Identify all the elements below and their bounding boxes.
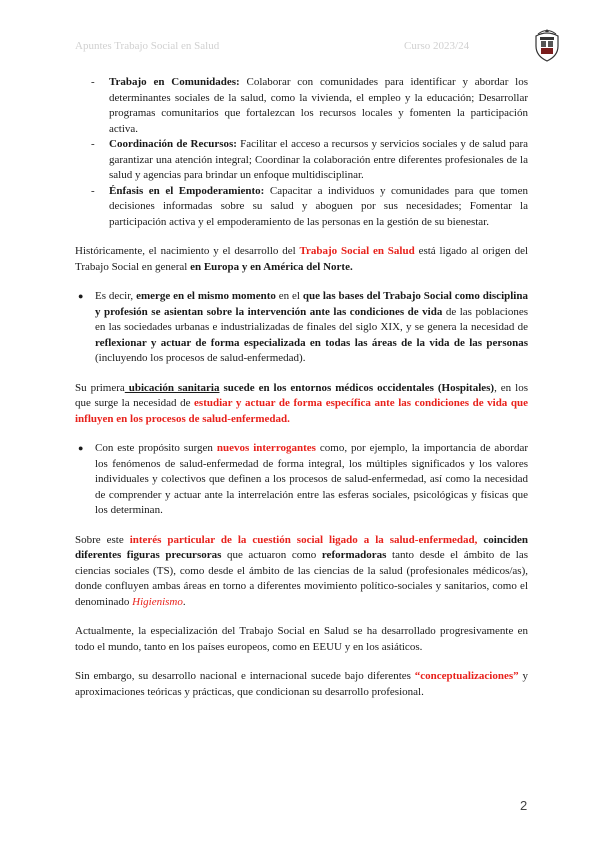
bullet-emergence: ● Es decir, emerge en el mismo momento en el que las bases del Trabajo Social como disciplina y profesión se asientan sobre la intervención ante las condiciones de vida de las poblaciones en las sociedades urbanas e industrializadas de finales del siglo XIX, y se genera la necesidad de reflexionar y actuar de forma especializada en todas las áreas de la vida de las personas (incluyendo los procesos de salud-enfermedad). bbox=[78, 290, 528, 364]
list-item: - Énfasis en el Empoderamiento: Capacitar a individuos y comunidades para que tomen decisiones informadas sobre su salud y aboguen por sus necesidades; Fomentar la participación activa y el empoderamiento de las personas en la gestión de su bienestar. bbox=[91, 184, 528, 228]
paragraph-location: Su primera ubicación sanitaria sucede en los entornos médicos occidentales (Hospitales), en los que surge la necesidad de estudiar y actuar de forma específica ante las condiciones de vida que influyen en los procesos de salud-enfermedad. bbox=[75, 381, 528, 425]
item-title: Coordinación de Recursos: bbox=[109, 138, 237, 150]
item-text: Colaborar con comunidades para identificar y abordar los determinantes sociales de la salud, como la vivienda, el empleo y la educación; Desarrollar programas comunitarios que fortalezcan los recursos locales y fomenten la participación activa. bbox=[109, 76, 528, 135]
item-title: Énfasis en el Empoderamiento: bbox=[109, 184, 265, 197]
paragraph-precursors: Sobre este interés particular de la cuestión social ligado a la salud-enfermedad, coinciden diferentes figuras precursoras que actuaron como reformadoras tanto desde el ámbito de las ciencias sociales (TS), como desde el ámbito de las ciencias de la salud (profesionales médicos/as), donde confluyen ambas áreas en torno a diferentes movimiento político-sociales y sanitarios, como el denominado Higienismo. bbox=[75, 533, 528, 608]
paragraph-history: Históricamente, el nacimiento y el desarrollo del Trabajo Social en Salud está ligado al origen del Trabajo Social en general en Europa y en América del Norte. bbox=[75, 245, 529, 273]
item-text: Facilitar el acceso a recursos y servicios sociales y de salud para garantizar una atención integral; Coordinar la colaboración entre diferentes profesionales de la salud y agencias para brindar un enfoque multidisciplinar. bbox=[109, 138, 528, 181]
page-number: 2 bbox=[520, 798, 528, 813]
responsibilities-list bbox=[75, 75, 528, 230]
header-course: Curso 2023/24 bbox=[404, 40, 470, 52]
list-item: - Trabajo en Comunidades: Colaborar con comunidades para identificar y abordar los determinantes sociales de la salud, como la vivienda, el empleo y la educación; Desarrollar programas comunitarios que fortalezcan los recursos locales y fomenten la participación activa. bbox=[91, 76, 528, 135]
item-text: Capacitar a individuos y comunidades para que tomen decisiones informadas sobre su salud y aboguen por sus necesidades; Fomentar la participación activa y el empoderamiento de las personas en la gestión de su bienestar. bbox=[109, 184, 528, 228]
list-item: - Coordinación de Recursos: Facilitar el acceso a recursos y servicios sociales y de salud para garantizar una atención integral; Coordinar la colaboración entre diferentes profesionales de la salud y agencias para brindar un enfoque multidisciplinar. bbox=[91, 138, 528, 181]
document-body bbox=[75, 75, 528, 700]
bullet-purpose: ● Con este propósito surgen nuevos interrogantes como, por ejemplo, la importancia de abordar los fenómenos de salud-enfermedad de forma integral, los múltiples significados y los valores individuales y colectivos que definen a los procesos de salud-enfermedad, así como la necesidad de comprender y actuar ante la interrelación entre las esferas sociales, psicológicas y físicas que los determinan. bbox=[78, 442, 528, 516]
item-title: Trabajo en Comunidades: bbox=[109, 76, 240, 88]
university-crest-icon bbox=[532, 28, 562, 62]
paragraph-specialization: Actualmente, la especialización del Trabajo Social en Salud se ha desarrollado progresivamente en todo el mundo, tanto en los países europeos, como en EEUU y en los asiáticos. bbox=[75, 625, 528, 653]
paragraph-conceptualizations: Sin embargo, su desarrollo nacional e internacional sucede bajo diferentes “conceptualizaciones” y aproximaciones teóricas y prácticas, que condicionan su desarrollo profesional. bbox=[75, 670, 529, 698]
header-title: Apuntes Trabajo Social en Salud bbox=[75, 40, 220, 52]
page-header bbox=[75, 36, 562, 66]
